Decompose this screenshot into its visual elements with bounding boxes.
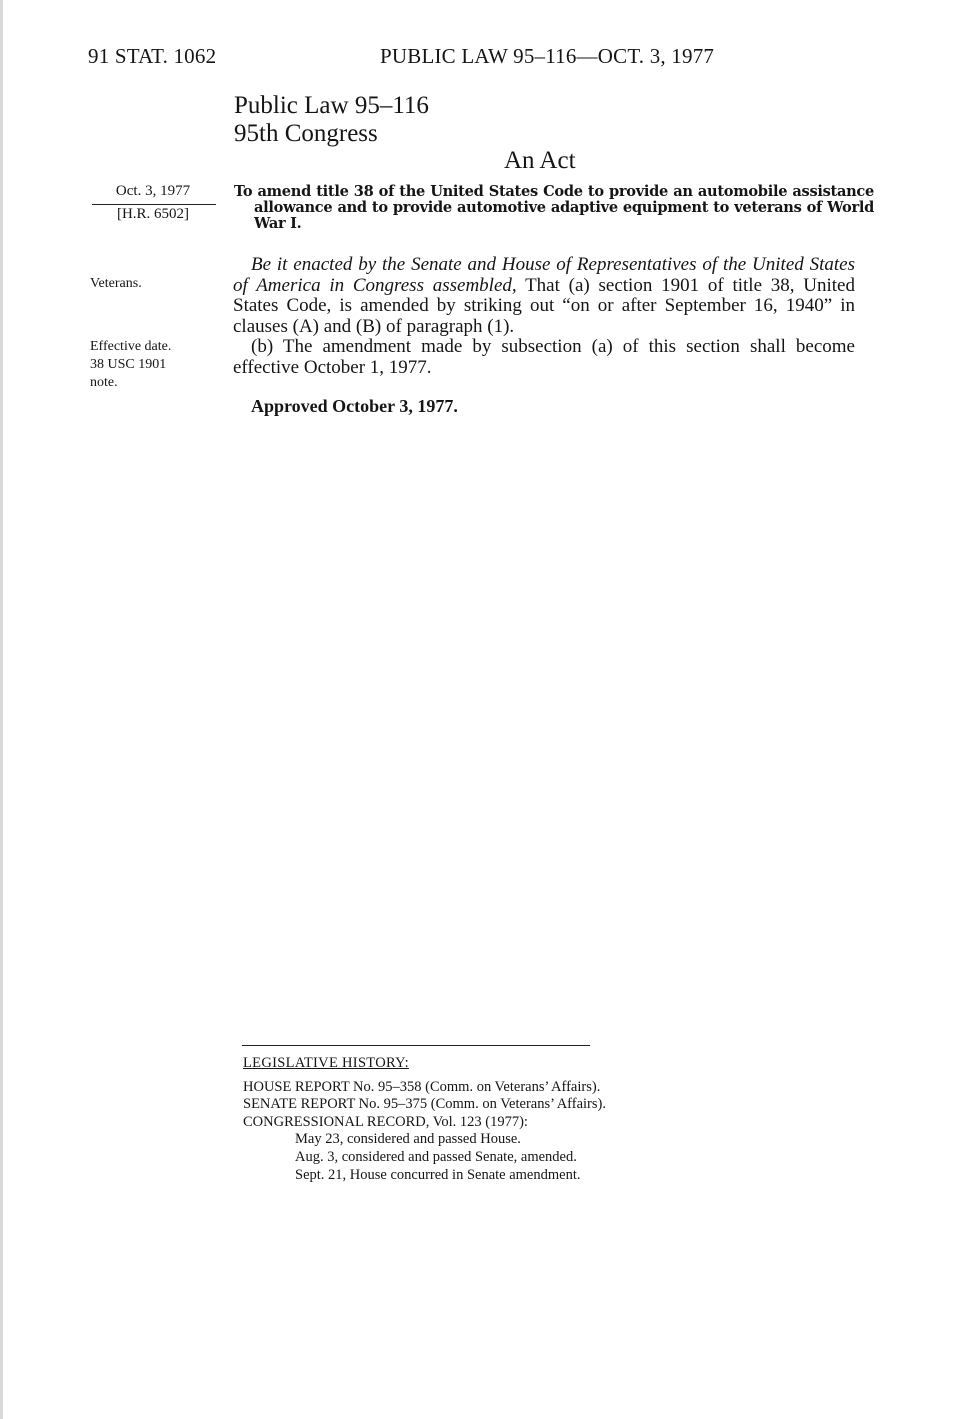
section-b-text: (b) The amendment made by subsection (a) of this section shall become effective October 1, 1977.: [233, 336, 855, 378]
congress-session: 95th Congress: [234, 120, 378, 147]
act-body: [233, 255, 855, 378]
title-block: [234, 92, 429, 148]
effective-date-label: Effective date.: [90, 339, 172, 354]
act-heading: An Act: [504, 147, 576, 174]
margin-bill-number: [H.R. 6502]: [116, 206, 190, 222]
history-heading: LEGISLATIVE HISTORY:: [243, 1055, 409, 1071]
margin-subject: Veterans.: [90, 276, 142, 291]
house-report: HOUSE REPORT No. 95–358 (Comm. on Veterans’ Affairs).: [243, 1078, 601, 1095]
margin-effective-note: [90, 338, 218, 392]
law-number: Public Law 95–116: [234, 92, 429, 119]
history-action: Aug. 3, considered and passed Senate, amended.: [295, 1148, 577, 1165]
act-purpose: To amend title 38 of the United States Code to provide an automobile assistance allowance and to provide automotive adaptive equipment to veterans of World War I.: [234, 183, 874, 232]
congressional-record: CONGRESSIONAL RECORD, Vol. 123 (1977):: [243, 1113, 528, 1130]
history-divider: [242, 1045, 590, 1046]
section-a-paragraph: [233, 255, 855, 337]
approval-line: Approved October 3, 1977.: [251, 396, 458, 416]
history-action: Sept. 21, House concurred in Senate amendment.: [295, 1166, 581, 1183]
senate-report: SENATE REPORT No. 95–375 (Comm. on Veterans’ Affairs).: [243, 1096, 606, 1113]
usc-citation: 38 USC 1901: [90, 357, 167, 372]
margin-divider: [92, 204, 216, 205]
history-action: May 23, considered and passed House.: [295, 1131, 521, 1148]
page-reference: 91 STAT. 1062: [88, 44, 217, 68]
margin-date: Oct. 3, 1977: [115, 183, 191, 199]
running-title: PUBLIC LAW 95–116—OCT. 3, 1977: [380, 44, 715, 68]
page-edge-shadow: [0, 0, 3, 1419]
section-a-text: That (a) section 1901 of title 38, United States Code, is amended by striking out “on or after September 16, 1940” in clauses (A) and (B) of paragraph (1).: [233, 274, 855, 337]
enacting-clause: Be it enacted by the Senate and House of Representatives of the United States of America in Congress assembled,: [233, 254, 855, 296]
legislative-history: [243, 1055, 803, 1184]
note-label: note.: [90, 375, 118, 390]
